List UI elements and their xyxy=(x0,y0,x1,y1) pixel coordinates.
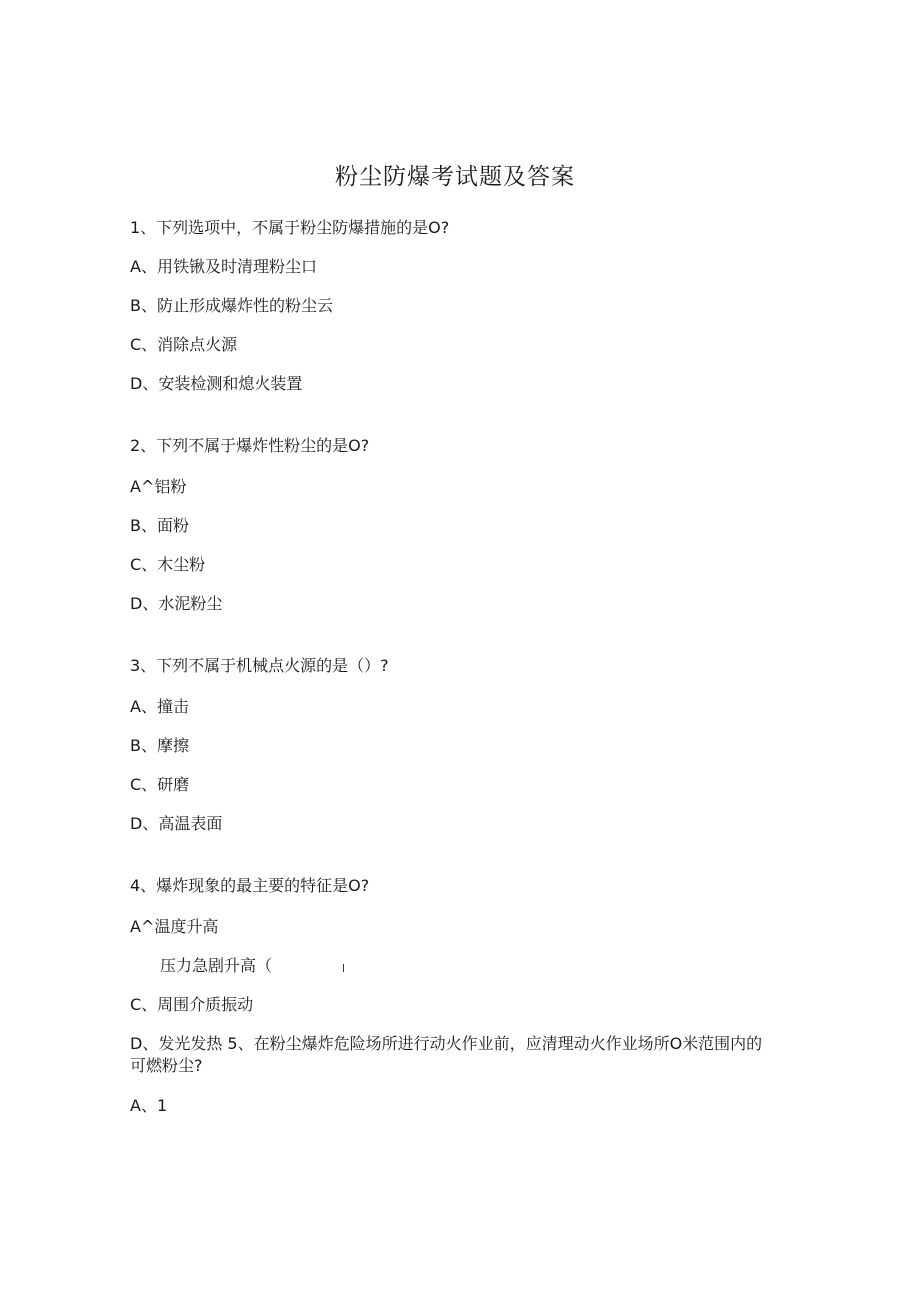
question-1: 1、下列选项中，不属于粉尘防爆措施的是O? xyxy=(130,218,450,237)
q4-option-a: A^温度升高 xyxy=(130,917,219,936)
q2-option-c: C、木尘粉 xyxy=(130,555,206,574)
question-3: 3、下列不属于机械点火源的是（）? xyxy=(130,656,389,675)
q1-option-a: A、用铁锹及时清理粉尘口 xyxy=(130,257,317,276)
q2-option-a: A^铝粉 xyxy=(130,477,187,496)
q4-option-b: 压力急剧升高（ xyxy=(160,956,273,975)
q4-option-d-and-question-5: D、发光发热 5、在粉尘爆炸危险场所进行动火作业前，应清理动火作业场所O米范围内的可燃粉尘? xyxy=(130,1034,763,1075)
q5-option-a: A、1 xyxy=(130,1096,168,1115)
q1-option-b: B、防止形成爆炸性的粉尘云 xyxy=(130,296,333,315)
q4-option-c: C、周围介质振动 xyxy=(130,995,254,1014)
q3-option-a: A、撞击 xyxy=(130,697,189,716)
q3-option-d: D、高温表面 xyxy=(130,814,223,833)
q2-option-d: D、水泥粉尘 xyxy=(130,594,223,613)
q3-option-b: B、摩擦 xyxy=(130,736,189,755)
question-4: 4、爆炸现象的最主要的特征是O? xyxy=(130,876,370,895)
question-2: 2、下列不属于爆炸性粉尘的是O? xyxy=(130,436,370,455)
q1-option-d: D、安装检测和熄火装置 xyxy=(130,374,303,393)
q1-option-c: C、消除点火源 xyxy=(130,335,238,354)
q3-option-c: C、研磨 xyxy=(130,775,190,794)
q2-option-b: B、面粉 xyxy=(130,516,189,535)
page-title: 粉尘防爆考试题及答案 xyxy=(335,164,575,190)
stray-mark xyxy=(343,964,344,972)
